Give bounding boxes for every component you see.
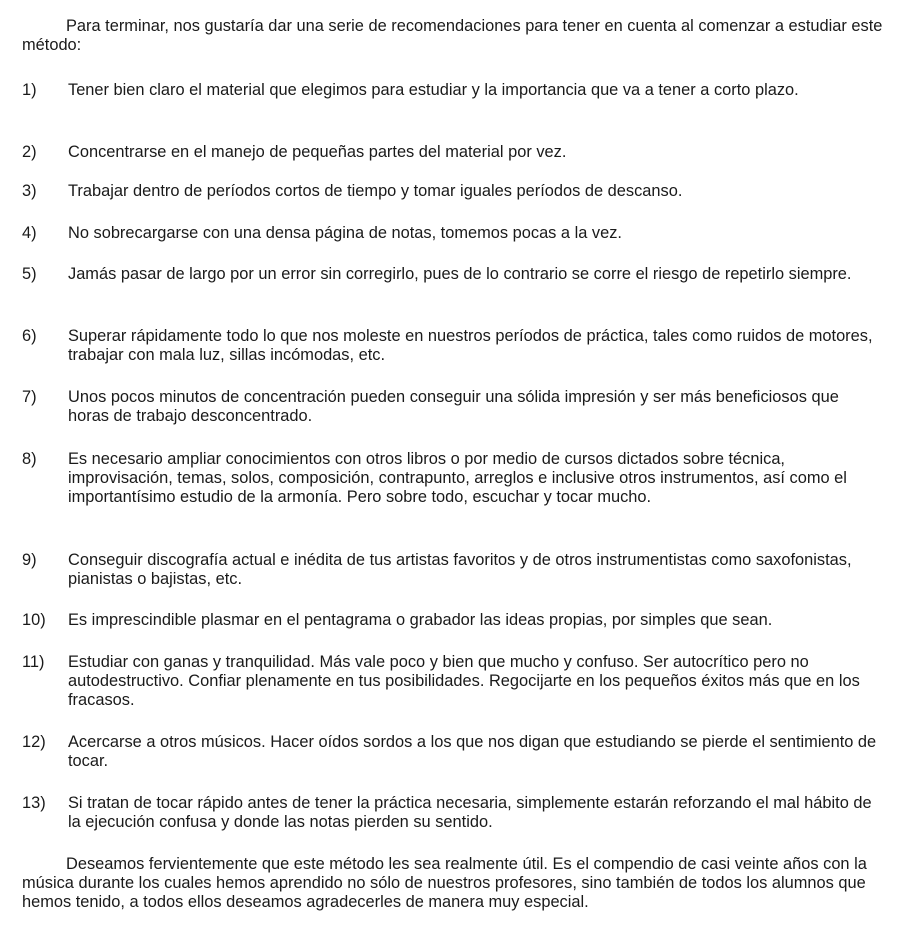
item-number: 13) [22, 794, 46, 812]
item-text: Tener bien claro el material que elegimos para estudiar y la importancia que va a tener a corto plazo. [68, 81, 799, 99]
item-number: 9) [22, 551, 37, 569]
item-text: Concentrarse en el manejo de pequeñas partes del material por vez. [68, 143, 567, 161]
item-number: 8) [22, 450, 37, 468]
item-number: 4) [22, 224, 37, 242]
item-number: 6) [22, 327, 37, 345]
item-number: 1) [22, 81, 37, 99]
item-text: Unos pocos minutos de concentración pueden conseguir una sólida impresión y ser más beneficiosos que horas de trabajo desconcentrado. [68, 388, 839, 425]
item-text: Es imprescindible plasmar en el pentagrama o grabador las ideas propias, por simples que sean. [68, 611, 773, 629]
closing-paragraph: Deseamos fervientemente que este método les sea realmente útil. Es el compendio de casi veinte años con la música durante los cuales hemos aprendido no sólo de nuestros profesores, sino también de todos los alumnos que hemos tenido, a todos ellos deseamos agradecerles de manera muy especial. [22, 855, 867, 911]
item-text: Conseguir discografía actual e inédita de tus artistas favoritos y de otros instrumentistas como saxofonistas, pianistas o bajistas, etc. [68, 551, 852, 588]
item-text: Acercarse a otros músicos. Hacer oídos sordos a los que nos digan que estudiando se pierde el sentimiento de tocar. [68, 733, 877, 770]
item-number: 3) [22, 182, 37, 200]
item-number: 10) [22, 611, 46, 629]
item-text: Estudiar con ganas y tranquilidad. Más vale poco y bien que mucho y confuso. Ser autocrítico pero no autodestructivo. Confiar plenamente en tus posibilidades. Regocijarte en los pequeños éxitos más que en los fracasos. [68, 653, 860, 709]
item-number: 11) [22, 653, 45, 671]
item-text: No sobrecargarse con una densa página de notas, tomemos pocas a la vez. [68, 224, 622, 242]
item-number: 7) [22, 388, 37, 406]
item-number: 2) [22, 143, 37, 161]
item-number: 12) [22, 733, 46, 751]
item-number: 5) [22, 265, 37, 283]
item-text: Es necesario ampliar conocimientos con otros libros o por medio de cursos dictados sobre técnica, improvisación, temas, solos, composición, contrapunto, arreglos e inclusive otros instrumentos, así como el importantísimo estudio de la armonía. Pero sobre todo, escuchar y tocar mucho. [68, 450, 847, 506]
item-text: Jamás pasar de largo por un error sin corregirlo, pues de lo contrario se corre el riesgo de repetirlo siempre. [68, 265, 852, 283]
item-text: Trabajar dentro de períodos cortos de tiempo y tomar iguales períodos de descanso. [68, 182, 683, 200]
item-text: Si tratan de tocar rápido antes de tener la práctica necesaria, simplemente estarán reforzando el mal hábito de la ejecución confusa y donde las notas pierden su sentido. [68, 794, 872, 831]
item-text: Superar rápidamente todo lo que nos moleste en nuestros períodos de práctica, tales como ruidos de motores, trabajar con mala luz, sillas incómodas, etc. [68, 327, 873, 364]
intro-paragraph: Para terminar, nos gustaría dar una serie de recomendaciones para tener en cuenta al comenzar a estudiar este método: [22, 17, 883, 54]
